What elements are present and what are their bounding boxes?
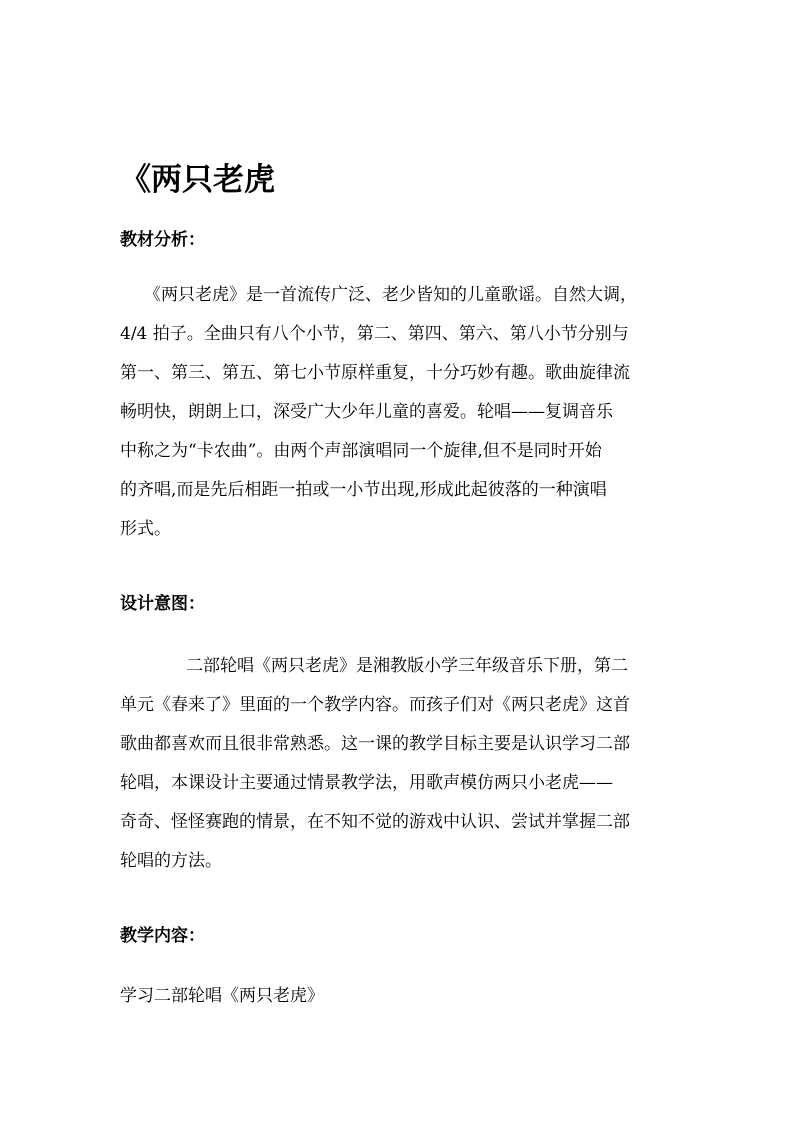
document-title: 《两只老虎 <box>120 162 275 198</box>
paragraph-line: 第一、第三、第五、第七小节原样重复，十分巧妙有趣。歌曲旋律流 <box>120 363 630 383</box>
paragraph-line: 单元《春来了》里面的一个教学内容。而孩子们对《两只老虎》这首 <box>120 695 630 715</box>
paragraph-line: 二部轮唱《两只老虎》是湘教版小学三年级音乐下册，第二 <box>186 656 628 676</box>
paragraph-line: 轮唱的方法。 <box>120 851 222 871</box>
section-body-content: 学习二部轮唱《两只老虎》 <box>120 986 324 1006</box>
section-heading-design: 设计意图： <box>120 594 205 614</box>
paragraph-line: 形式。 <box>120 519 171 539</box>
paragraph-line: 中称之为“卡农曲”。由两个声部演唱同一个旋律,但不是同时开始 <box>120 441 602 461</box>
paragraph-line: 奇奇、怪怪赛跑的情景，在不知不觉的游戏中认识、尝试并掌握二部 <box>120 812 630 832</box>
section-body-analysis <box>120 276 680 549</box>
paragraph-line: 的齐唱,而是先后相距一拍或一小节出现,形成此起彼落的一种演唱 <box>120 480 607 500</box>
paragraph-line: 《两只老虎》是一首流传广泛、老少皆知的儿童歌谣。自然大调， <box>144 285 637 305</box>
section-heading-analysis: 教材分析： <box>120 230 205 250</box>
section-body-design <box>120 647 680 881</box>
paragraph-line: 4/4 拍子。全曲只有八个小节，第二、第四、第六、第八小节分别与 <box>120 324 629 344</box>
paragraph-line: 歌曲都喜欢而且很非常熟悉。这一课的教学目标主要是认识学习二部 <box>120 734 630 754</box>
section-heading-content: 教学内容： <box>120 926 205 946</box>
paragraph-line: 畅明快，朗朗上口，深受广大少年儿童的喜爱。轮唱——复调音乐 <box>120 402 613 422</box>
paragraph-line: 轮唱，本课设计主要通过情景教学法，用歌声模仿两只小老虎—— <box>120 773 613 793</box>
